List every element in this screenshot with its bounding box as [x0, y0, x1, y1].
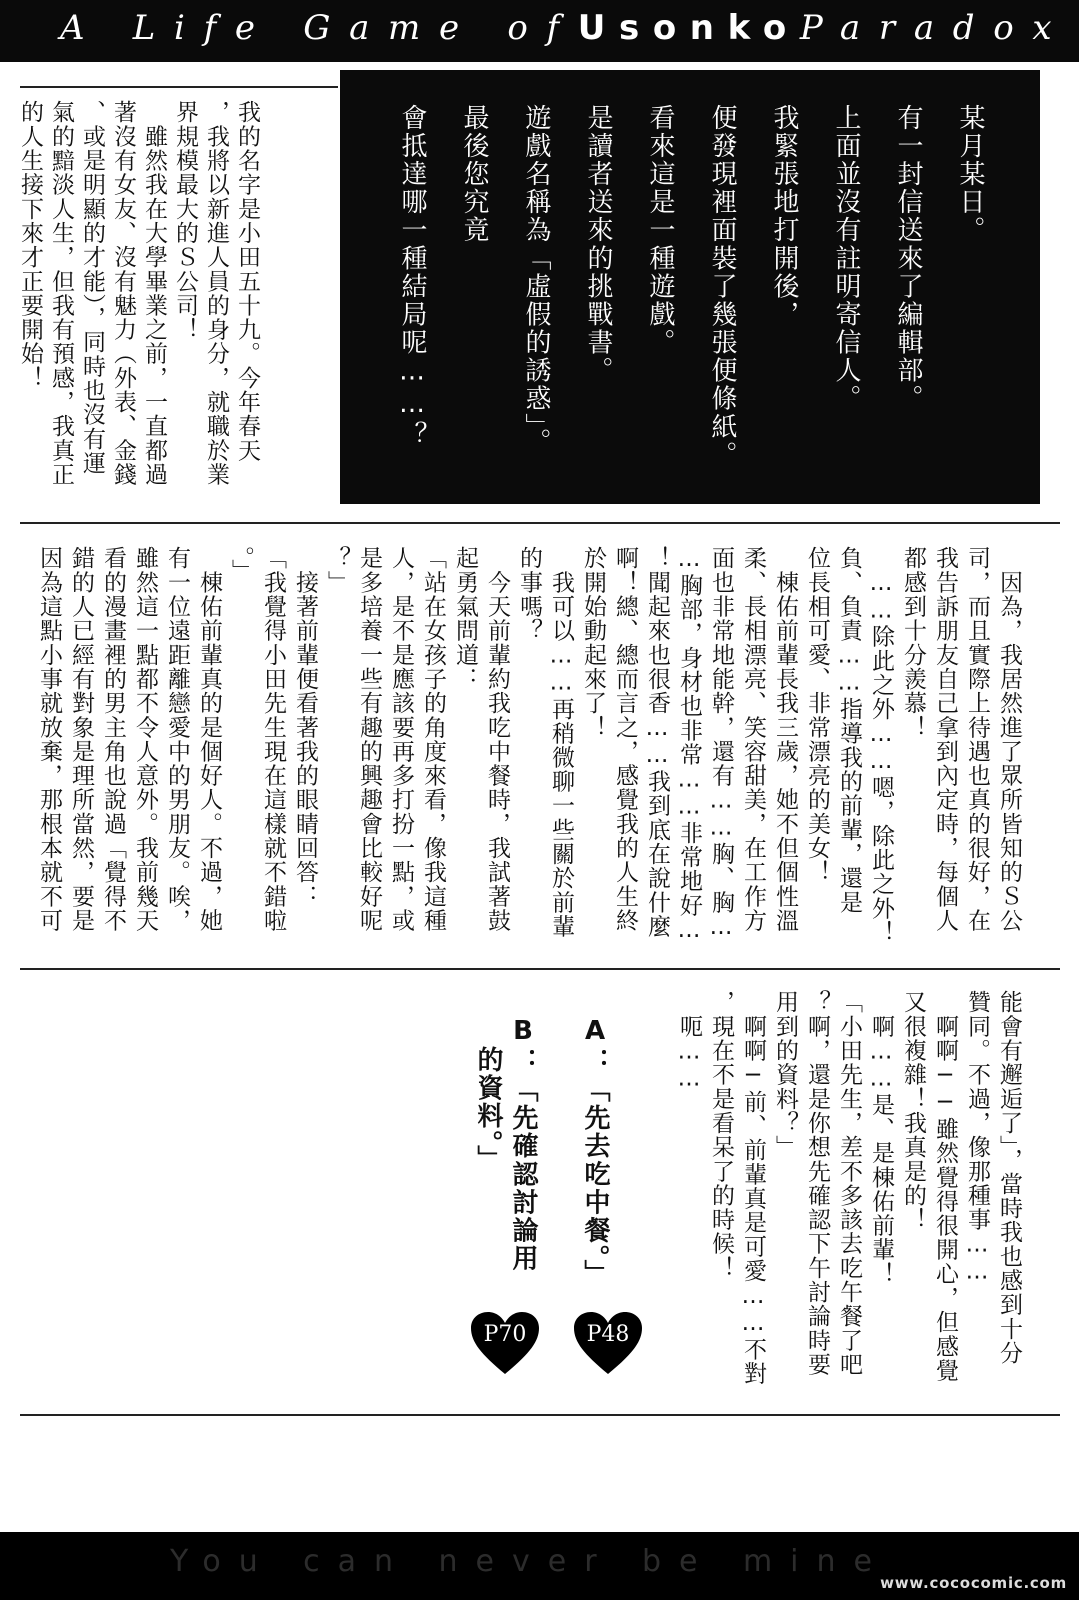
footer-word: can	[303, 1544, 412, 1579]
text-column: 有一位遠距離戀愛中的男朋友。唉，	[164, 546, 190, 933]
text-column: 柔、長相漂亮、笑容甜美，在工作方	[740, 546, 766, 933]
intro-line: 我緊張地打開後，	[769, 104, 799, 329]
text-column: 錯的人已經有對象是理所當然，要是	[68, 546, 94, 933]
text-column: ……除此之外……嗯，除此之外！	[868, 546, 894, 945]
heart-page-b[interactable]	[469, 1310, 541, 1376]
divider-2	[20, 968, 1060, 970]
text-column: 我可以……再稍微聊一些關於前輩	[548, 546, 574, 939]
header-title-post: Paradox	[799, 8, 1071, 48]
text-column: ，現在不是看呆了的時候！	[708, 990, 734, 1280]
intro-line: 會抵達哪一種結局呢……？	[397, 104, 427, 449]
watermark: www.cococomic.com	[880, 1574, 1067, 1592]
text-column: 棟佑前輩長我三歲，她不但個性溫	[772, 546, 798, 933]
text-column: 的事嗎？	[516, 546, 542, 643]
footer-word: be	[642, 1544, 716, 1579]
footer-tagline	[170, 1544, 890, 1579]
intro-line: 遊戲名稱為「虛假的誘惑」。	[521, 104, 551, 457]
intro-line: 看來這是一種遊戲。	[645, 104, 675, 357]
text-column: 。」	[228, 546, 254, 583]
divider-3	[20, 1414, 1060, 1416]
text-column: 都感到十分羨慕！	[900, 546, 926, 740]
text-column: 司，而且實際上待遇也真的很好，在	[964, 546, 990, 933]
text-column: 又很複雜！我真是的！	[900, 990, 926, 1232]
text-column: 雖然這一點都不令人意外。我前幾天	[132, 546, 158, 933]
text-column: 看的漫畫裡的男主角也說過「覺得不	[100, 546, 126, 933]
text-column: 啊……是、是棟佑前輩！	[868, 990, 894, 1286]
divider-1	[20, 522, 1060, 524]
text-column: 今天前輩約我吃中餐時，我試著鼓	[484, 546, 510, 933]
text-column: 面也非常地能幹，還有……胸、胸…	[708, 546, 734, 942]
text-column: 界規模最大的Ｓ公司！	[172, 100, 198, 342]
text-column: 「我覺得小田先生現在這樣就不錯啦	[260, 546, 286, 933]
text-column: 啊啊─前、前輩真是可愛……不對	[740, 990, 766, 1386]
divider-top	[20, 86, 338, 88]
header-title	[0, 8, 1079, 48]
intro-line: 是讀者送來的挑戰書。	[583, 104, 613, 385]
text-column: ！聞起來也很香……我到底在說什麼	[644, 546, 670, 939]
choice-b-text-2[interactable]: 的資料。」	[473, 1046, 503, 1174]
intro-line: 最後您究竟	[459, 104, 489, 245]
text-column: 我的名字是小田五十九。今年春天	[234, 100, 260, 463]
text-column: 的人生接下來才正要開始！	[17, 100, 43, 390]
text-column: 氣的黯淡人生，但我有預感，我真正	[48, 100, 74, 487]
text-column: 於開始動起來了！	[580, 546, 606, 740]
text-column: 位長相可愛、非常漂亮的美女！	[804, 546, 830, 885]
text-column: 因為，我居然進了眾所皆知的Ｓ公	[996, 546, 1022, 933]
text-column: 啊啊──雖然覺得很開心，但感覺	[932, 990, 958, 1383]
intro-line: 有一封信送來了編輯部。	[893, 104, 923, 413]
footer-word: mine	[742, 1544, 890, 1579]
text-column: 起勇氣問道：	[452, 546, 478, 691]
header-title-bold: Usonko	[577, 8, 800, 48]
heart-page-a-label[interactable]: P48	[586, 1322, 630, 1347]
text-column: 用到的資料？」	[772, 990, 798, 1160]
intro-line: 某月某日。	[955, 104, 985, 245]
text-column: 「站在女孩子的角度來看，像我這種	[420, 546, 446, 933]
text-column: 、或是明顯的才能），同時也沒有運	[79, 100, 105, 475]
choice-b-text[interactable]: B：「先確認討論用	[508, 1016, 538, 1273]
text-column: 因為這點小事就放棄，那根本就不可	[36, 546, 62, 933]
text-column: 人，是不是應該要再多打扮一點，或	[388, 546, 414, 933]
text-column: 能會有邂逅了」，當時我也感到十分	[996, 990, 1022, 1365]
header-title-pre: A Life Game of	[60, 8, 578, 48]
text-column: 接著前輩便看著我的眼睛回答：	[292, 546, 318, 909]
text-column: ？啊，還是你想先確認下午討論時要	[804, 990, 830, 1377]
choice-a-text[interactable]: A：「先去吃中餐。」	[580, 1016, 610, 1288]
text-column: 「小田先生，差不多該去吃午餐了吧	[836, 990, 862, 1377]
text-column: 啊！總、總而言之，感覺我的人生終	[612, 546, 638, 933]
heart-page-b-label[interactable]: P70	[483, 1322, 527, 1347]
text-column: 呃……	[676, 990, 702, 1093]
text-column: ，我將以新進人員的身分，就職於業	[203, 100, 229, 487]
text-column: 我告訴朋友自己拿到內定時，每個人	[932, 546, 958, 933]
text-column: 是多培養一些有趣的興趣會比較好呢	[356, 546, 382, 933]
intro-line: 上面並沒有註明寄信人。	[831, 104, 861, 413]
text-column: 棟佑前輩真的是個好人。不過，她	[196, 546, 222, 933]
text-column: 雖然我在大學畢業之前，一直都過	[141, 100, 167, 487]
footer-word: never	[438, 1544, 615, 1579]
text-column: 贊同。不過，像那種事……	[964, 990, 990, 1286]
text-column: 著沒有女友、沒有魅力（外表、金錢	[110, 100, 136, 487]
text-column: 負、負責……指導我的前輩，還是	[836, 546, 862, 915]
intro-line: 便發現裡面裝了幾張便條紙。	[707, 104, 737, 470]
footer-word: You	[170, 1544, 276, 1579]
intro-box	[340, 70, 1040, 504]
text-column: ？」	[324, 546, 350, 595]
text-column: …胸部，身材也非常……非常地好…	[676, 546, 702, 945]
heart-page-a[interactable]	[572, 1310, 644, 1376]
